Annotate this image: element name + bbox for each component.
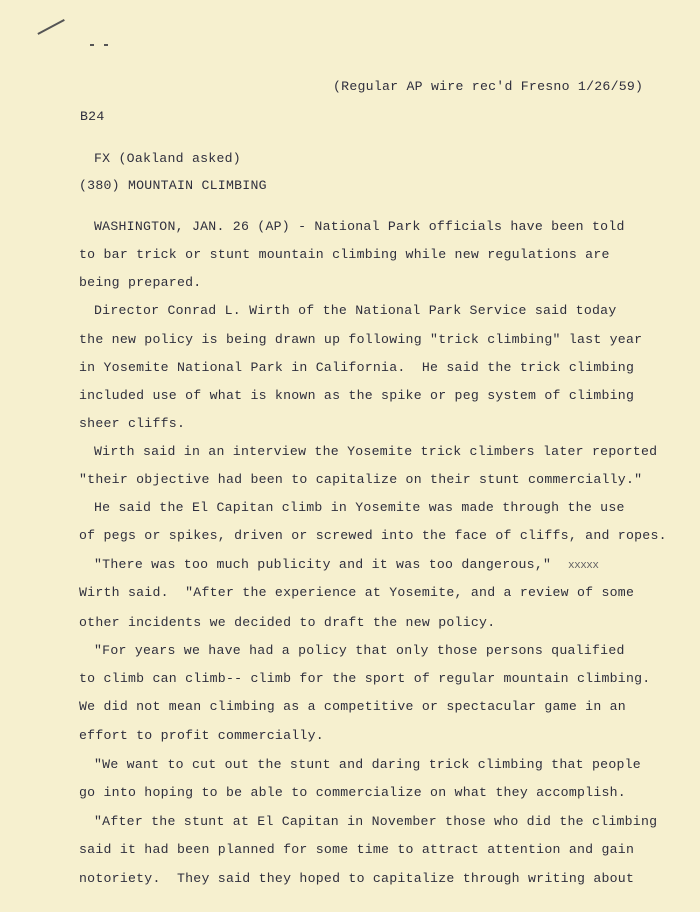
body-line: to bar trick or stunt mountain climbing while new regulations are [79,247,610,262]
struck-out-text: xxxxx [568,560,599,572]
body-line: Wirth said. "After the experience at Yosemite, and a review of some [79,585,635,600]
body-line: included use of what is known as the spike or peg system of climbing [79,388,635,403]
body-line: the new policy is being drawn up following "trick climbing" last year [79,332,643,347]
body-line: said it had been planned for some time to attract attention and gain [79,842,635,857]
slug-line: (380) MOUNTAIN CLIMBING [79,178,267,193]
body-line: "For years we have had a policy that only those persons qualified [94,643,625,658]
body-line: to climb can climb-- climb for the sport of regular mountain climbing. [79,671,651,686]
body-line: "After the stunt at El Capitan in November those who did the climbing [94,814,658,829]
body-line: Director Conrad L. Wirth of the National Park Service said today [94,303,617,318]
body-line: He said the El Capitan climb in Yosemite was made through the use [94,500,625,515]
story-code: B24 [80,109,105,124]
body-line: effort to profit commercially. [79,728,324,743]
pencil-dash [104,44,108,46]
body-line: WASHINGTON, JAN. 26 (AP) - National Park officials have been told [94,219,625,234]
body-line: notoriety. They said they hoped to capitalize through writing about [79,871,635,886]
body-line: "We want to cut out the stunt and daring trick climbing that people [94,757,641,772]
body-line: in Yosemite National Park in California. He said the trick climbing [79,360,635,375]
body-line: "their objective had been to capitalize on their stunt commercially." [79,472,643,487]
body-line: Wirth said in an interview the Yosemite trick climbers later reported [94,444,658,459]
body-line: sheer cliffs. [79,416,186,431]
receipt-note: (Regular AP wire rec'd Fresno 1/26/59) [333,79,644,94]
body-line: "There was too much publicity and it was too dangerous," [94,557,552,572]
pencil-dash [90,44,94,46]
body-line: go into hoping to be able to commercialize on what they accomplish. [79,785,626,800]
body-line: other incidents we decided to draft the new policy. [79,615,496,630]
pencil-mark [37,19,64,34]
body-line: of pegs or spikes, driven or screwed into the face of cliffs, and ropes. [79,528,667,543]
body-line: being prepared. [79,275,202,290]
body-line: We did not mean climbing as a competitive or spectacular game in an [79,699,626,714]
routing-line: FX (Oakland asked) [94,151,241,166]
